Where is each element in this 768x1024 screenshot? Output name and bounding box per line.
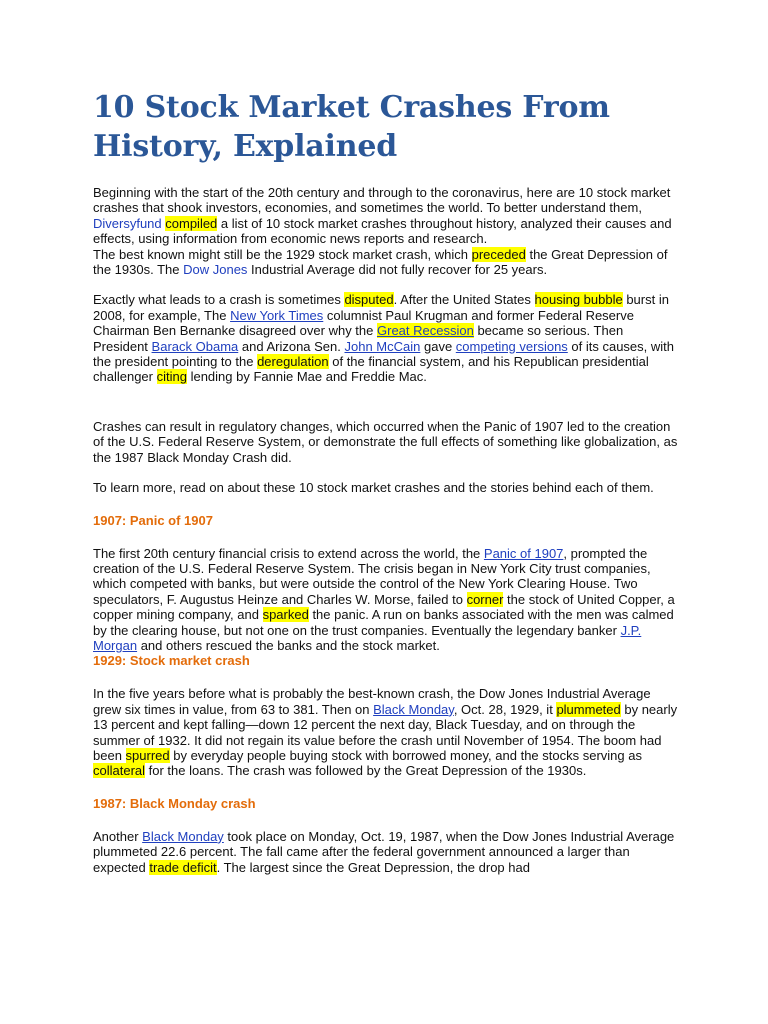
text-run: In the five years before what is probably the best-known crash, the Dow Jones Industrial Average grew six times in value, from 63 to 381. Then on <box>93 686 651 717</box>
text-run: a list of 10 stock market crashes throughout history, analyzed their causes and effects, using information from economic news reports and research. <box>93 215 672 247</box>
highlight-citing: citing <box>156 369 187 385</box>
text-run: became so serious. Then President <box>93 323 624 354</box>
link-john-mccain[interactable]: John McCain <box>344 338 421 354</box>
text-run: Exactly what leads to a crash is sometimes <box>93 292 345 308</box>
section-heading-1907: 1907: Panic of 1907 <box>93 512 213 528</box>
highlight-trade-deficit: trade deficit <box>149 859 217 875</box>
text-run: burst in 2008, for example, The <box>93 292 669 323</box>
highlight-sparked: sparked <box>262 607 309 623</box>
text-run: of its causes, with the president pointing to the <box>93 338 675 370</box>
highlight-collateral: collateral <box>93 763 146 779</box>
text-run: by everyday people buying stock with borrowed money, and the stocks serving as <box>169 747 642 763</box>
text-run: the stock of United Copper, a copper mining company, and <box>93 591 675 623</box>
section-heading-1929: 1929: Stock market crash <box>93 653 250 669</box>
link-diversyfund[interactable]: Diversyfund <box>93 215 162 231</box>
text-run: the Great Depression of the 1930s. The <box>93 246 668 278</box>
text-run: lending by Fannie Mae and Freddie Mac. <box>186 369 427 385</box>
highlight-housing-bubble: housing bubble <box>534 292 623 308</box>
text-run: , prompted the creation of the U.S. Federal Reserve System. The crisis began in New York City trust companies, which competed with banks, but were outside the control of the New York Clearing House. Two speculators, F. Augustus Heinze and Charles W. Morse, failed to <box>93 545 651 607</box>
text-run: Beginning with the start of the 20th century and through to the coronavirus, here are 10 stock market crashes that shook investors, economies, and sometimes the world. To better understand them, <box>93 185 671 216</box>
link-great-recession[interactable]: Great Recession <box>377 323 474 339</box>
text-run: of the financial system, and his Republican presidential challenger <box>93 354 649 385</box>
highlight-compiled: compiled <box>165 215 218 231</box>
text-run: gave <box>420 338 456 354</box>
text-run: and Arizona Sen. <box>238 338 345 354</box>
text-run: and others rescued the banks and the stock market. <box>137 637 440 653</box>
highlight-corner: corner <box>466 591 504 607</box>
link-competing-versions[interactable]: competing versions <box>455 338 568 354</box>
text-run: Another <box>93 828 143 844</box>
link-new-york-times[interactable]: New York Times <box>230 307 324 323</box>
paragraph-causes <box>93 292 680 384</box>
text-run: . After the United States <box>393 292 535 308</box>
text-run: , Oct. 28, 1929, it <box>453 701 557 717</box>
paragraph-learn-more: To learn more, read on about these 10 stock market crashes and the stories behind each of them. <box>93 480 654 496</box>
paragraph-best-known <box>93 247 680 278</box>
text-run: The best known might still be the 1929 stock market crash, which <box>93 246 472 262</box>
link-barack-obama[interactable]: Barack Obama <box>151 338 239 354</box>
link-jp-morgan[interactable]: J.P. Morgan <box>93 622 642 653</box>
highlight-deregulation: deregulation <box>257 354 329 370</box>
section-heading-1987: 1987: Black Monday crash <box>93 795 256 811</box>
link-black-monday-1987[interactable]: Black Monday <box>142 828 224 844</box>
text-run: columnist Paul Krugman and former Federal Reserve Chairman Ben Bernanke disagreed over why the <box>93 307 634 339</box>
text-run: Industrial Average did not fully recover for 25 years. <box>247 262 548 278</box>
highlight-disputed: disputed <box>344 292 394 308</box>
highlight-preceded: preceded <box>471 246 526 262</box>
text-run: . The largest since the Great Depression, the drop had <box>216 859 530 875</box>
link-black-monday-1929[interactable]: Black Monday <box>373 701 454 717</box>
highlight-plummeted: plummeted <box>556 701 621 717</box>
text-run: for the loans. The crash was followed by the Great Depression of the 1930s. <box>145 763 587 779</box>
paragraph-1929 <box>93 686 680 778</box>
paragraph-regulatory: Crashes can result in regulatory changes, which occurred when the Panic of 1907 led to the creation of the U.S. Federal Reserve System, or demonstrate the full effects of something like globalization, as the 1987 Black Monday Crash did. <box>93 418 678 465</box>
text-run: took place on Monday, Oct. 19, 1987, when the Dow Jones Industrial Average plummeted 22.6 percent. The fall came after the federal government announced a larger than expected <box>93 828 675 875</box>
highlight-spurred: spurred <box>125 747 170 763</box>
link-panic-of-1907[interactable]: Panic of 1907 <box>483 545 564 561</box>
paragraph-1987 <box>93 829 680 875</box>
link-dow-jones[interactable]: Dow Jones <box>183 262 248 278</box>
text-run: The first 20th century financial crisis to extend across the world, the <box>93 545 484 561</box>
paragraph-1907 <box>93 546 680 654</box>
page-title: 10 Stock Market Crashes From History, Explained <box>93 90 610 164</box>
text-run: by nearly 13 percent and kept falling—down 12 percent the next day, Black Tuesday, and on through the summer of 1932. It did not regain its value before the crash until November of 1954. The boom had been <box>93 701 678 763</box>
text-run: the panic. A run on banks associated with the men was calmed by the clearing house, but not one on the trust companies. Eventually the legendary banker <box>93 607 674 638</box>
intro-paragraph <box>93 185 680 247</box>
